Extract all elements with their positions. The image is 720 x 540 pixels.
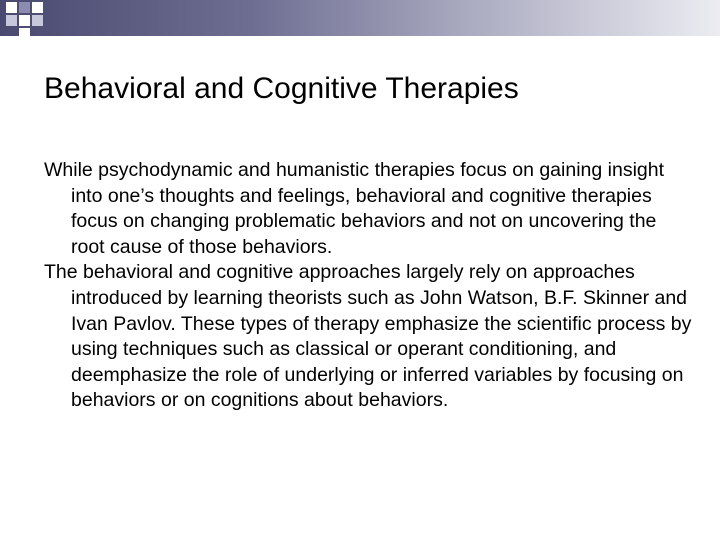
corner-checker-decoration [0,0,60,40]
slide-title: Behavioral and Cognitive Therapies [44,72,519,105]
checker-square [6,15,17,26]
checker-square [19,2,30,13]
checker-square [19,15,30,26]
checker-square [32,15,43,26]
checker-square [19,28,30,39]
checker-square [6,2,17,13]
body-paragraph: The behavioral and cognitive approaches largely rely on approaches introduced by learning theorists such as John Watson, B.F. Skinner and Ivan Pavlov. These types of therapy emphasize the scientific process by using techniques such as classical or operant conditioning, and deemphasize the role of underlying or inferred variables by focusing on behaviors or on cognitions about behaviors. [44,261,692,412]
header-gradient-bar [0,0,720,36]
slide-body [44,158,694,414]
checker-square [32,2,43,13]
body-paragraph: While psychodynamic and humanistic therapies focus on gaining insight into one’s thoughts and feelings, behavioral and cognitive therapies focus on changing problematic behaviors and not on uncovering the root cause of those behaviors. [44,159,665,258]
